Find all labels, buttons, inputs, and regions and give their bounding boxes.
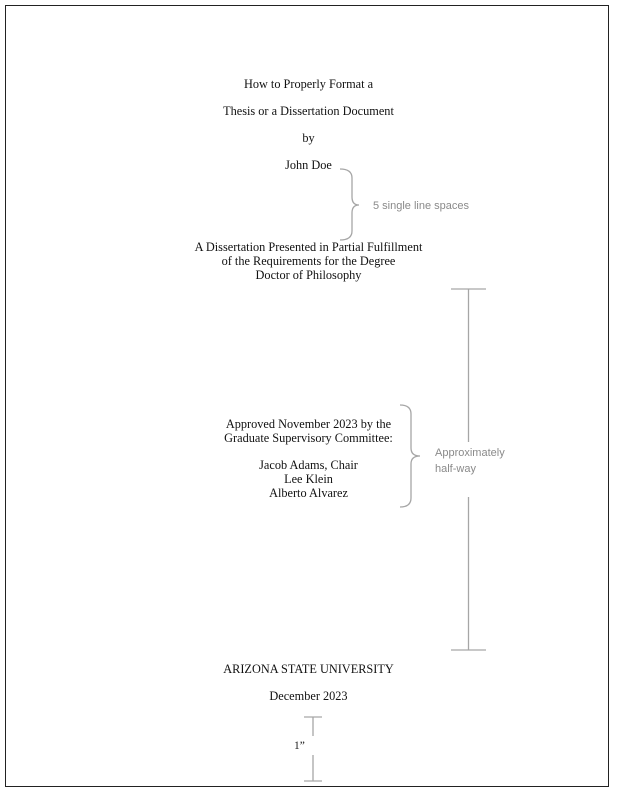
line-spaces-note: 5 single line spaces — [373, 200, 470, 212]
university-name: ARIZONA STATE UNIVERSITY — [223, 662, 394, 676]
title-line-2: Thesis or a Dissertation Document — [223, 104, 394, 118]
submission-date: December 2023 — [269, 689, 348, 703]
committee-brace — [400, 405, 420, 507]
committee-member: Alberto Alvarez — [269, 486, 348, 500]
halfway-note-line-2: half-way — [435, 463, 476, 475]
line-spaces-brace — [340, 169, 359, 240]
statement-line-3: Doctor of Philosophy — [255, 268, 362, 282]
committee-member: Jacob Adams, Chair — [259, 458, 358, 472]
statement-line-2: of the Requirements for the Degree — [221, 254, 396, 268]
bottom-margin-label: 1” — [294, 740, 305, 752]
committee-member: Lee Klein — [284, 472, 333, 486]
approval-line-1: Approved November 2023 by the — [225, 417, 392, 431]
author-name: John Doe — [285, 158, 332, 172]
title-line-1: How to Properly Format a — [243, 77, 374, 91]
halfway-note-line-1: Approximately — [435, 447, 505, 459]
approval-line-2: Graduate Supervisory Committee: — [224, 431, 393, 445]
by-line: by — [302, 131, 315, 145]
statement-line-1: A Dissertation Presented in Partial Fulfillment — [194, 240, 423, 254]
